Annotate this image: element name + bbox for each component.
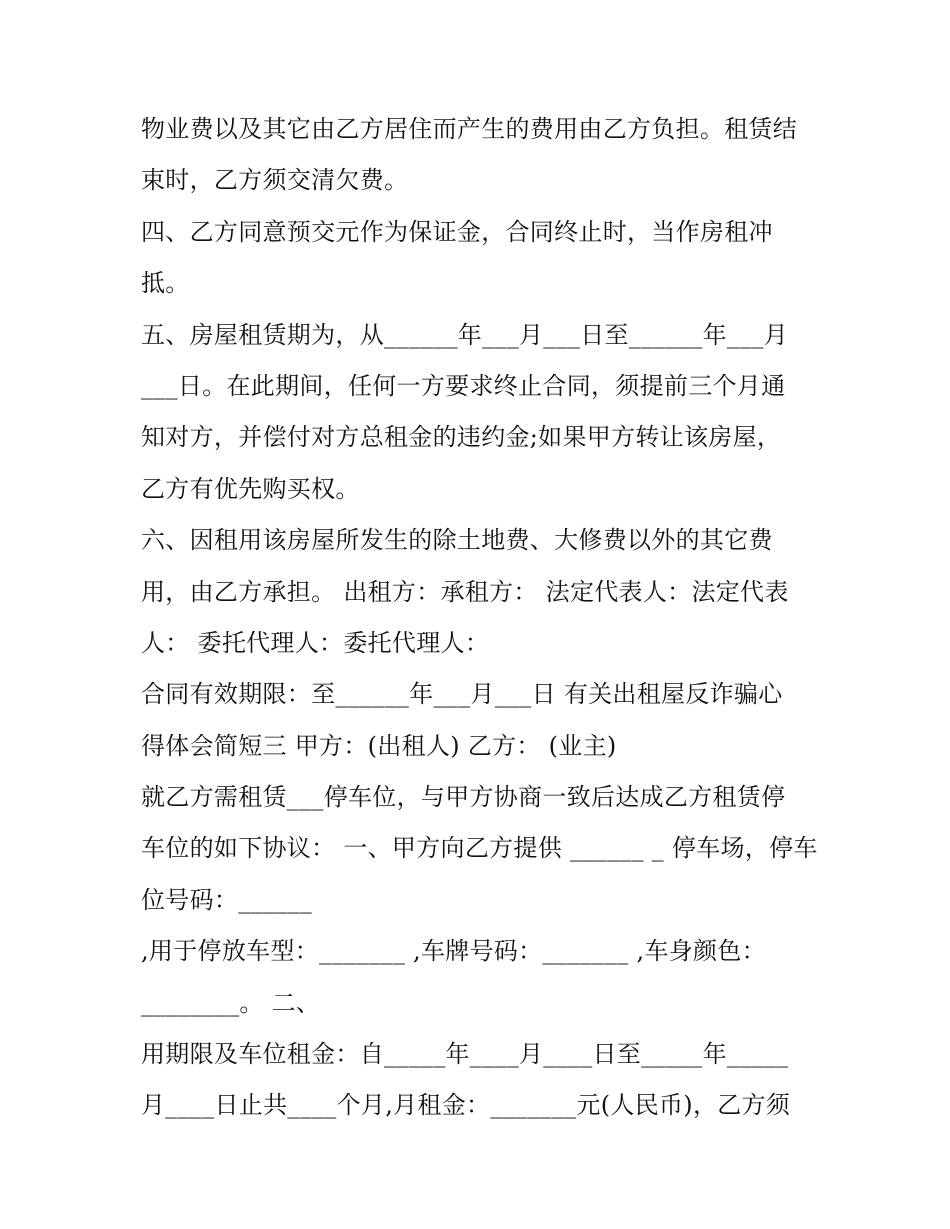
- text-line: 位号码：______: [141, 885, 312, 914]
- text-line: 五、房屋租赁期为，从______年___月___日至______年___月: [141, 320, 789, 349]
- text-line: 就乙方需租赁___停车位，与甲方协商一致后达成乙方租赁停: [141, 783, 786, 812]
- text-line: ________。 二、: [141, 988, 321, 1017]
- text-line: 用期限及车位租金：自_____年____月____日至_____年_____: [141, 1040, 789, 1069]
- text-line: 束时，乙方须交清欠费。: [141, 166, 409, 195]
- text-line: 人： 委托代理人：委托代理人：: [141, 628, 490, 657]
- text-line: ,用于停放车型：_______ ,车牌号码：_______ ,车身颜色：: [141, 937, 766, 966]
- text-line: 抵。: [141, 269, 190, 298]
- text-line: 六、因租用该房屋所发生的除土地费、大修费以外的其它费: [141, 526, 773, 555]
- text-line: 四、乙方同意预交元作为保证金，合同终止时，当作房租冲: [141, 217, 773, 246]
- text-line: 得体会简短三 甲方：(出租人) 乙方： (业主): [141, 731, 617, 760]
- text-line: 物业费以及其它由乙方居住而产生的费用由乙方负担。租赁结: [141, 115, 798, 143]
- text-line: 知对方，并偿付对方总租金的违约金;如果甲方转让该房屋，: [141, 423, 782, 452]
- text-line: 车位的如下协议： 一、甲方向乙方提供 ______ _ 停车场，停车: [141, 834, 818, 863]
- text-line: ___日。在此期间，任何一方要求终止合同，须提前三个月通: [141, 371, 786, 400]
- text-line: 用，由乙方承担。 出租方：承租方： 法定代表人：法定代表: [141, 577, 789, 606]
- text-line: 合同有效期限：至______年___月___日 有关出租屋反诈骗心: [141, 680, 783, 709]
- text-line: 乙方有优先购买权。: [141, 474, 360, 503]
- contract-text-body: [141, 104, 821, 1132]
- text-line: 月____日止共____个月,月租金：_______元(人民币)，乙方须: [141, 1091, 791, 1120]
